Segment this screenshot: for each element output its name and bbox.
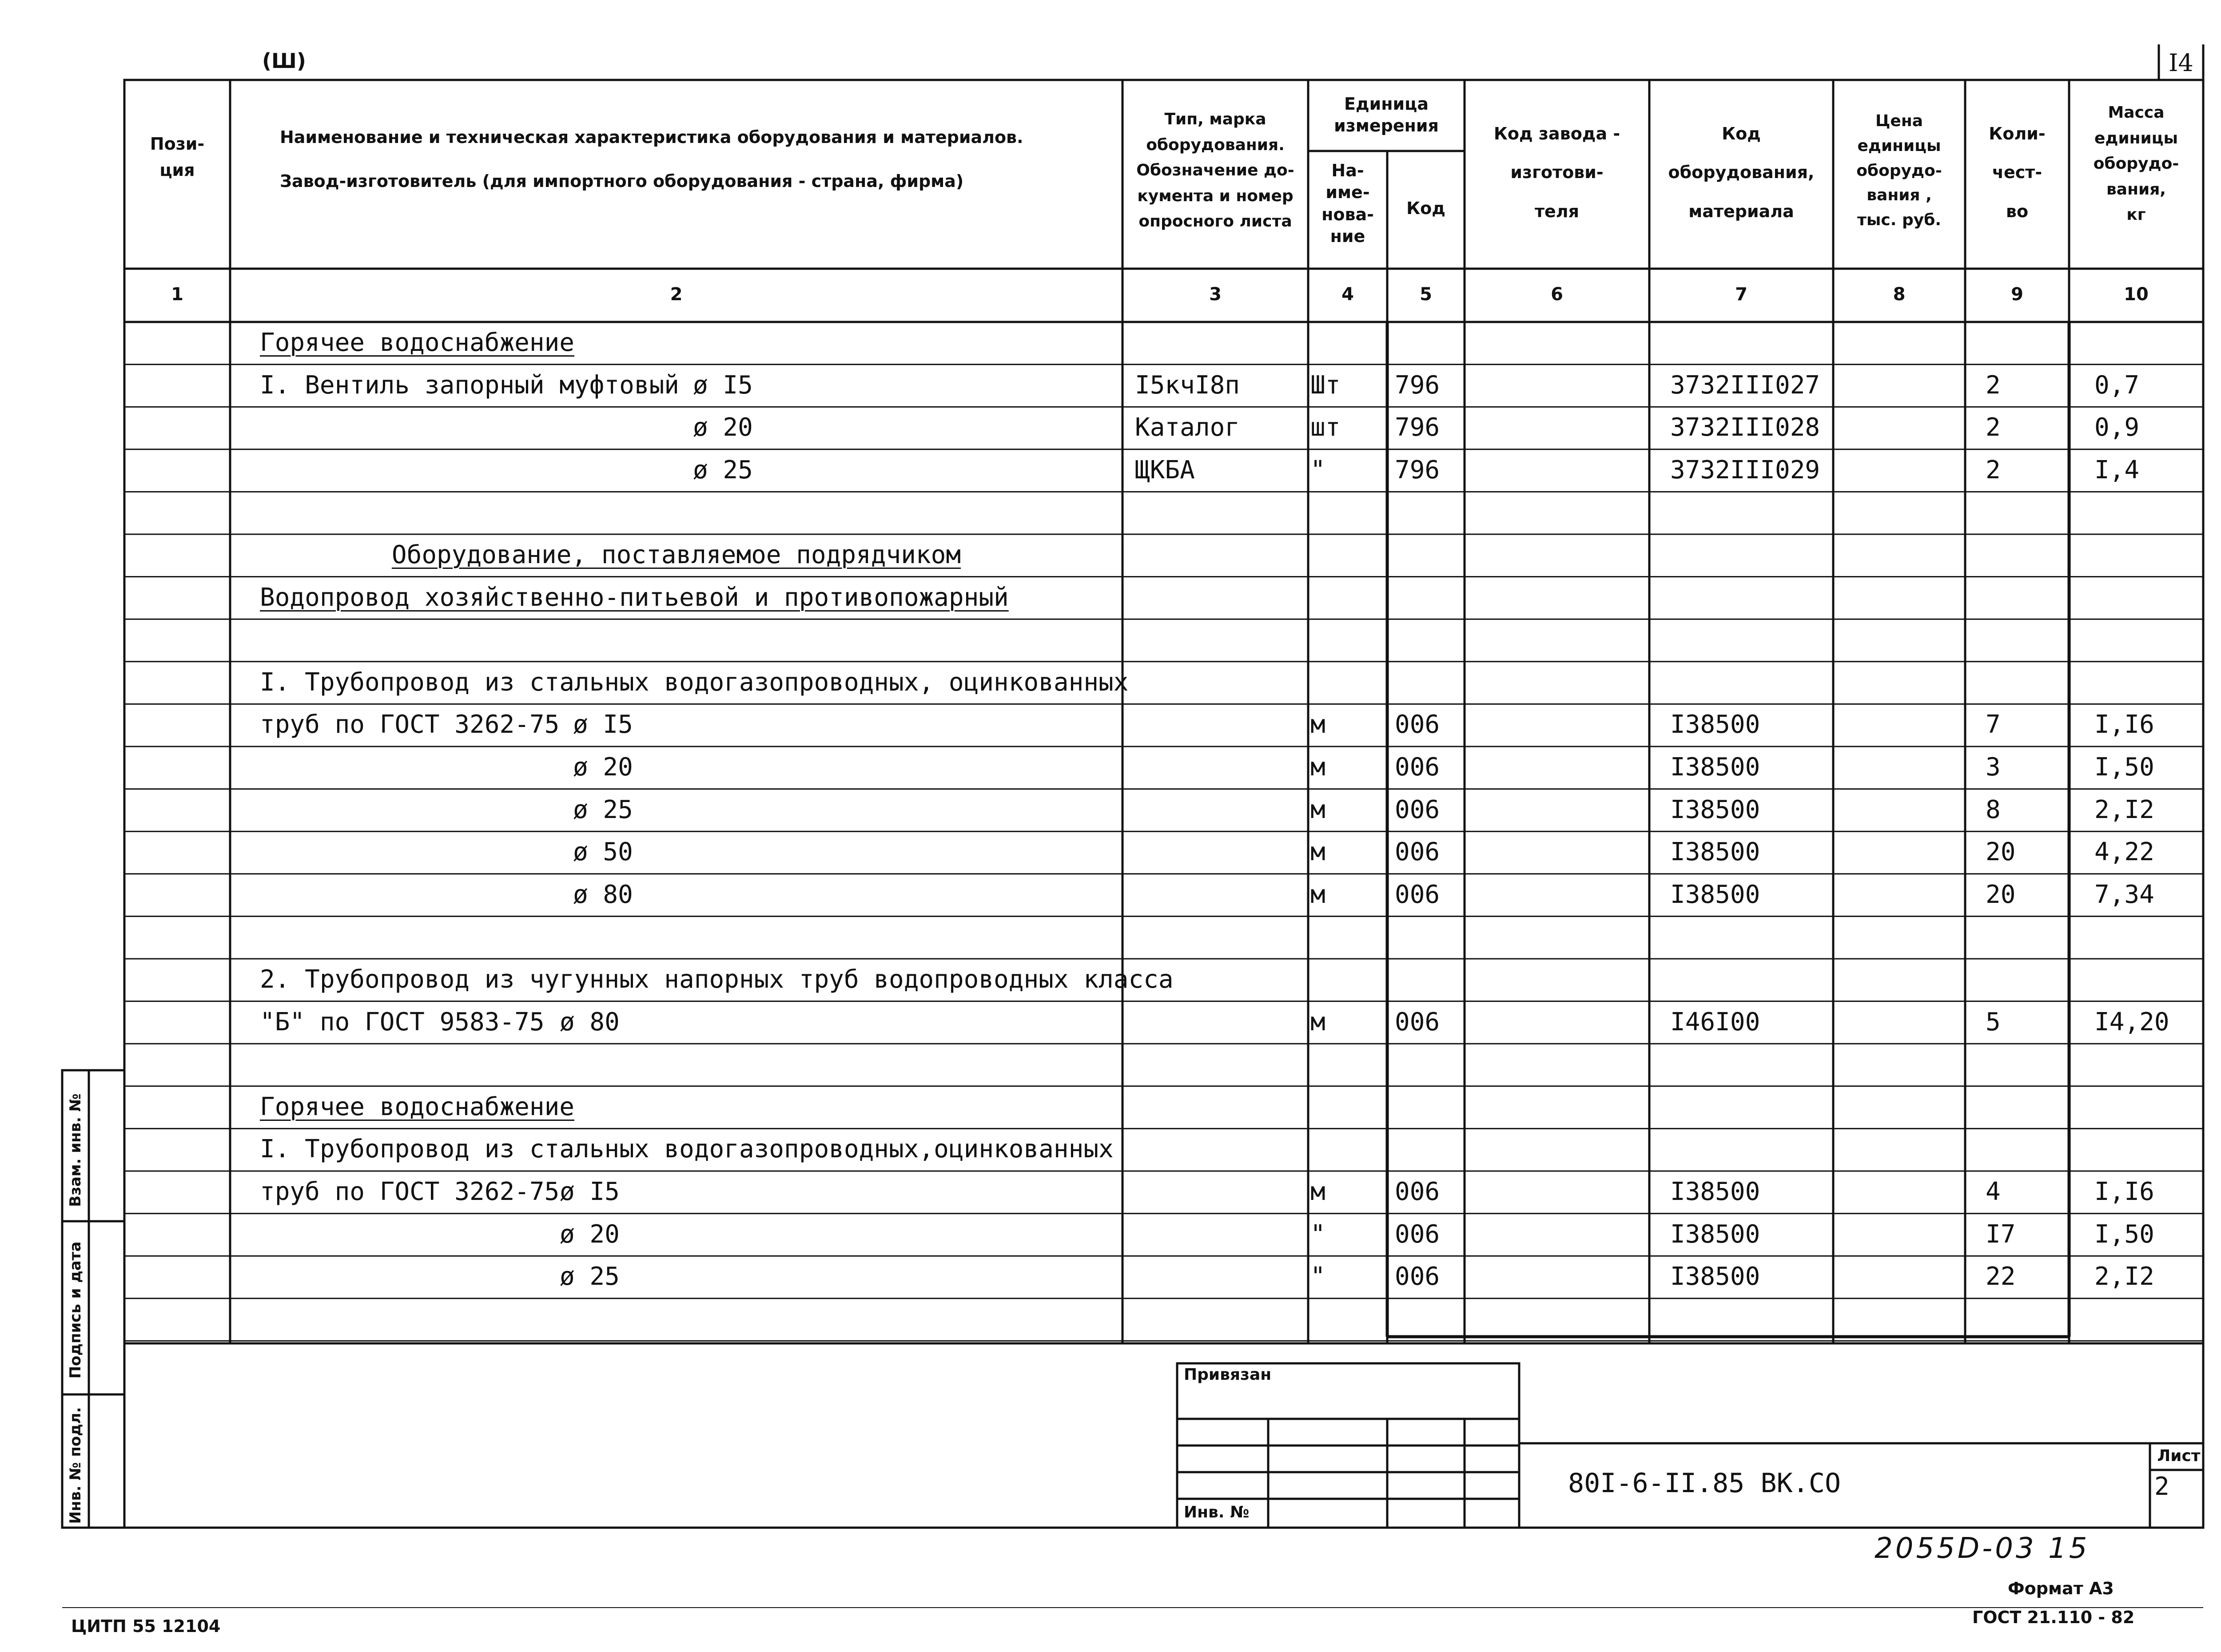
col-number: 2 bbox=[670, 284, 683, 305]
row-quantity: 2 bbox=[1986, 413, 2001, 442]
row-unit-code: 006 bbox=[1395, 1262, 1440, 1291]
row-name: I. Трубопровод из стальных водогазопроводных, оцинкованных bbox=[260, 667, 1129, 697]
row-quantity: 2 bbox=[1986, 455, 2001, 484]
row-unit-code: 006 bbox=[1395, 880, 1440, 909]
row-type: I5кчI8п bbox=[1135, 370, 1240, 400]
row-quantity: 7 bbox=[1986, 710, 2001, 739]
row-equipment-code: I38500 bbox=[1670, 880, 1760, 909]
row-mass: 0,9 bbox=[2094, 413, 2140, 442]
row-diameter: ø I5 bbox=[560, 1177, 620, 1206]
col-number: 3 bbox=[1209, 284, 1222, 305]
row-equipment-code: I38500 bbox=[1670, 1262, 1760, 1291]
row-equipment-code: I38500 bbox=[1670, 1219, 1760, 1249]
row-unit-code: 006 bbox=[1395, 795, 1440, 824]
row-name: труб по ГОСТ 3262-75 bbox=[260, 710, 560, 739]
sheet-corner-number: I4 bbox=[2169, 49, 2193, 77]
row-equipment-code: I38500 bbox=[1670, 838, 1760, 867]
row-quantity: 5 bbox=[1986, 1007, 2001, 1036]
row-diameter: ø 80 bbox=[573, 880, 633, 909]
row-unit: " bbox=[1310, 455, 1325, 484]
row-equipment-code: 3732III027 bbox=[1670, 370, 1820, 400]
row-unit: " bbox=[1310, 1262, 1325, 1291]
row-diameter: ø 20 bbox=[560, 1219, 620, 1249]
header-position: Пози- ция bbox=[150, 134, 205, 180]
row-equipment-code: I38500 bbox=[1670, 1177, 1760, 1206]
header-mass: Масса единицы оборудо- вания, кг bbox=[2093, 103, 2179, 224]
row-mass: I,50 bbox=[2094, 1219, 2154, 1249]
row-quantity: 20 bbox=[1986, 838, 2016, 867]
stamp-privyazan: Привязан bbox=[1184, 1366, 1272, 1384]
row-diameter: ø 50 bbox=[573, 838, 633, 867]
row-unit-code: 006 bbox=[1395, 710, 1440, 739]
header-type: Тип, марка оборудования. Обозначение до- кумента и номер опросного листа bbox=[1136, 110, 1294, 231]
col-number: 1 bbox=[171, 284, 183, 305]
row-unit-code: 006 bbox=[1395, 1007, 1440, 1036]
row-unit-code: 796 bbox=[1395, 413, 1440, 442]
row-unit: м bbox=[1310, 1177, 1325, 1206]
row-name: "Б" по ГОСТ 9583-75 bbox=[260, 1007, 545, 1036]
row-mass: 7,34 bbox=[2094, 880, 2154, 909]
row-unit-code: 006 bbox=[1395, 1177, 1440, 1206]
col-number: 9 bbox=[2011, 284, 2023, 305]
row-name: I. Трубопровод из стальных водогазопроводных,оцинкованных bbox=[260, 1135, 1114, 1164]
col-number: 4 bbox=[1341, 284, 1354, 305]
side-label-vzam: Взам. инв. № bbox=[67, 1093, 84, 1207]
row-unit: м bbox=[1310, 710, 1325, 739]
row-diameter: ø 20 bbox=[573, 753, 633, 782]
row-quantity: 3 bbox=[1986, 753, 2001, 782]
row-unit-code: 006 bbox=[1395, 753, 1440, 782]
row-mass: I,I6 bbox=[2094, 1177, 2154, 1206]
header-name: Наименование и техническая характеристика оборудования и материалов. Завод-изготовитель (для импортного оборудования - страна, фирма) bbox=[280, 127, 1023, 191]
row-diameter: ø 20 bbox=[693, 413, 753, 442]
row-quantity: 4 bbox=[1986, 1177, 2001, 1206]
row-name: Горячее водоснабжение bbox=[260, 1092, 575, 1121]
row-unit: м bbox=[1310, 1007, 1325, 1036]
stamp-inv-no: Инв. № bbox=[1184, 1503, 1250, 1521]
col-number: 8 bbox=[1893, 284, 1906, 305]
row-mass: I,I6 bbox=[2094, 710, 2154, 739]
row-diameter: ø I5 bbox=[573, 710, 633, 739]
row-diameter: ø I5 bbox=[693, 370, 753, 400]
row-name: Горячее водоснабжение bbox=[260, 328, 575, 357]
header-unit-code: Код bbox=[1406, 199, 1445, 218]
row-quantity: 8 bbox=[1986, 795, 2001, 824]
row-unit: шт bbox=[1310, 413, 1341, 442]
format-label: Формат А3 bbox=[2008, 1579, 2114, 1598]
row-equipment-code: 3732III028 bbox=[1670, 413, 1820, 442]
row-name: Оборудование, поставляемое подрядчиком bbox=[391, 540, 961, 569]
row-unit: Шт bbox=[1310, 370, 1341, 400]
row-unit: " bbox=[1310, 1219, 1325, 1249]
row-unit-code: 006 bbox=[1395, 838, 1440, 867]
row-equipment-code: I38500 bbox=[1670, 710, 1760, 739]
row-quantity: 2 bbox=[1986, 370, 2001, 400]
row-quantity: I7 bbox=[1986, 1219, 2016, 1249]
row-mass: 0,7 bbox=[2094, 370, 2140, 400]
row-mass: 2,I2 bbox=[2094, 1262, 2154, 1291]
row-type: Каталог bbox=[1135, 413, 1240, 442]
roman-mark: (Ш) bbox=[262, 49, 306, 73]
row-name: труб по ГОСТ 3262-75 bbox=[260, 1177, 560, 1206]
col-number: 6 bbox=[1551, 284, 1563, 305]
header-equipment-code: Код оборудования, материала bbox=[1668, 124, 1815, 221]
row-unit: м bbox=[1310, 880, 1325, 909]
row-diameter: ø 25 bbox=[560, 1262, 620, 1291]
row-equipment-code: I46I00 bbox=[1670, 1007, 1760, 1036]
sheet-number: 2 bbox=[2154, 1472, 2169, 1501]
publisher-code: ЦИТП 55 12104 bbox=[71, 1616, 221, 1636]
col-number: 5 bbox=[1420, 284, 1432, 305]
side-label-inv-original: Инв. № подл. bbox=[67, 1407, 84, 1524]
header-price: Цена единицы оборудо- вания , тыс. руб. bbox=[1856, 112, 1942, 230]
col-number: 10 bbox=[2124, 284, 2149, 305]
row-mass: I,50 bbox=[2094, 753, 2154, 782]
row-unit-code: 796 bbox=[1395, 370, 1440, 400]
row-equipment-code: I38500 bbox=[1670, 795, 1760, 824]
header-unit-name: На- име- нова- ние bbox=[1321, 161, 1374, 246]
row-mass: 4,22 bbox=[2094, 838, 2154, 867]
col-number: 7 bbox=[1735, 284, 1747, 305]
header-unit-group: Единица измерения bbox=[1334, 94, 1439, 136]
row-quantity: 20 bbox=[1986, 880, 2016, 909]
row-mass: I,4 bbox=[2094, 455, 2140, 484]
document-designation: 80I-6-II.85 ВК.СО bbox=[1568, 1468, 1841, 1499]
header-factory-code: Код завода - изготови- теля bbox=[1493, 124, 1620, 221]
row-unit: м bbox=[1310, 753, 1325, 782]
row-unit-code: 006 bbox=[1395, 1219, 1440, 1249]
row-name: 2. Трубопровод из чугунных напорных труб водопроводных класса bbox=[260, 965, 1174, 994]
row-unit-code: 796 bbox=[1395, 455, 1440, 484]
row-name: I. Вентиль запорный муфтовый bbox=[260, 370, 680, 400]
row-type: ЩКБА bbox=[1135, 455, 1195, 484]
row-equipment-code: 3732III029 bbox=[1670, 455, 1820, 484]
header-quantity: Коли- чест- во bbox=[1989, 124, 2046, 221]
sheet-label: Лист bbox=[2157, 1447, 2201, 1465]
row-mass: 2,I2 bbox=[2094, 795, 2154, 824]
gost-label: ГОСТ 21.110 - 82 bbox=[1972, 1608, 2135, 1627]
row-mass: I4,20 bbox=[2094, 1007, 2169, 1036]
row-unit: м bbox=[1310, 795, 1325, 824]
handwritten-number: 2055D-03 15 bbox=[1875, 1532, 2090, 1565]
row-name: Водопровод хозяйственно-питьевой и противопожарный bbox=[260, 583, 1009, 612]
row-diameter: ø 80 bbox=[560, 1007, 620, 1036]
row-diameter: ø 25 bbox=[573, 795, 633, 824]
row-diameter: ø 25 bbox=[693, 455, 753, 484]
row-equipment-code: I38500 bbox=[1670, 753, 1760, 782]
row-unit: м bbox=[1310, 838, 1325, 867]
row-quantity: 22 bbox=[1986, 1262, 2016, 1291]
side-label-signature-date: Подпись и дата bbox=[67, 1241, 84, 1379]
